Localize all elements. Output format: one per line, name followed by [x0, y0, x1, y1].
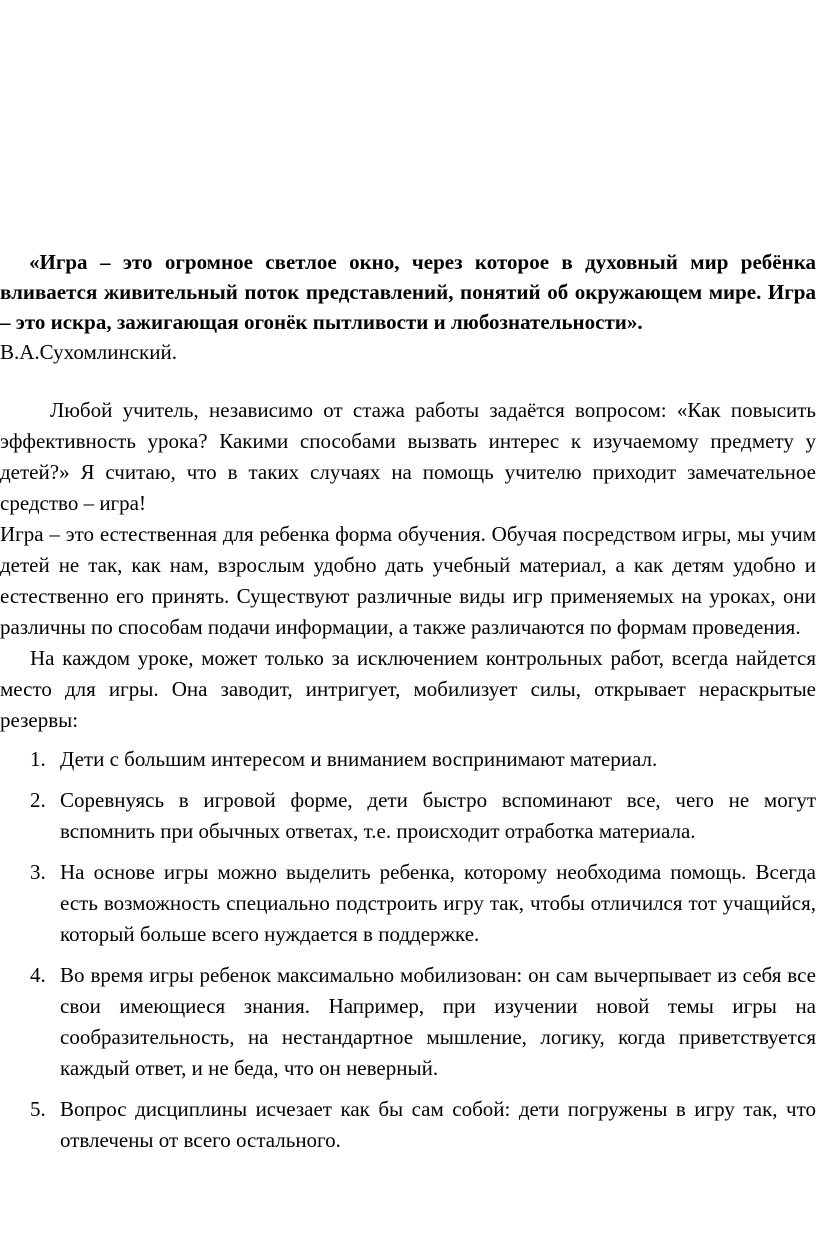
paragraph-intro: Любой учитель, независимо от стажа работы задаётся вопросом: «Как повысить эффективность урока? Какими способами вызвать интерес к изучаемому предмету у детей?» Я считаю, что в таких случаях на помощь учителю приходит замечательное средство – игра! [0, 398, 816, 515]
epigraph-author: В.А.Сухомлинский. [0, 340, 177, 364]
list-item-text: Соревнуясь в игровой форме, дети быстро вспоминают все, чего не могут вспомнить при обычных ответах, т.е. происходит отработка материала. [60, 788, 816, 843]
list-item [0, 857, 816, 950]
list-item-number: 5. [30, 1097, 46, 1121]
list-item [0, 1094, 816, 1156]
list-item-number: 3. [30, 860, 46, 884]
list-item-number: 1. [30, 747, 46, 771]
list-item-number: 4. [30, 963, 46, 987]
document-page [0, 247, 816, 1166]
paragraph-spacer [0, 367, 816, 395]
epigraph-quote: «Игра – это огромное светлое окно, через которое в духовный мир ребёнка вливается живительный поток представлений, понятий об окружающем мире. Игра – это искра, зажигающая огонёк пытливости и любознательности». [0, 250, 816, 334]
paragraph-every-lesson: На каждом уроке, может только за исключением контрольных работ, всегда найдется место для игры. Она заводит, интригует, мобилизует силы, открывает нераскрытые резервы: [0, 646, 816, 732]
list-item-text: Дети с большим интересом и вниманием воспринимают материал. [60, 747, 658, 771]
list-item-number: 2. [30, 788, 46, 812]
list-item-text: Вопрос дисциплины исчезает как бы сам собой: дети погружены в игру так, что отвлечены от всего остального. [60, 1097, 816, 1152]
paragraph-game-nature: Игра – это естественная для ребенка форма обучения. Обучая посредством игры, мы учим детей не так, как нам, взрослым удобно дать учебный материал, а как детям удобно и естественно его принять. Существуют различные виды игр применяемых на уроках, они различны по способам подачи информации, а также различаются по формам проведения. [0, 522, 816, 639]
list-item [0, 785, 816, 847]
list-item [0, 960, 816, 1084]
benefits-list [0, 744, 816, 1156]
list-item [0, 744, 816, 775]
list-item-text: Во время игры ребенок максимально мобилизован: он сам вычерпывает из себя все свои имеющиеся знания. Например, при изучении новой темы игры на сообразительность, на нестандартное мышление, логику, когда приветствуется каждый ответ, и не беда, что он неверный. [60, 963, 816, 1080]
list-item-text: На основе игры можно выделить ребенка, которому необходима помощь. Всегда есть возможность специально подстроить игру так, чтобы отличился тот учащийся, который больше всего нуждается в поддержке. [60, 860, 816, 946]
